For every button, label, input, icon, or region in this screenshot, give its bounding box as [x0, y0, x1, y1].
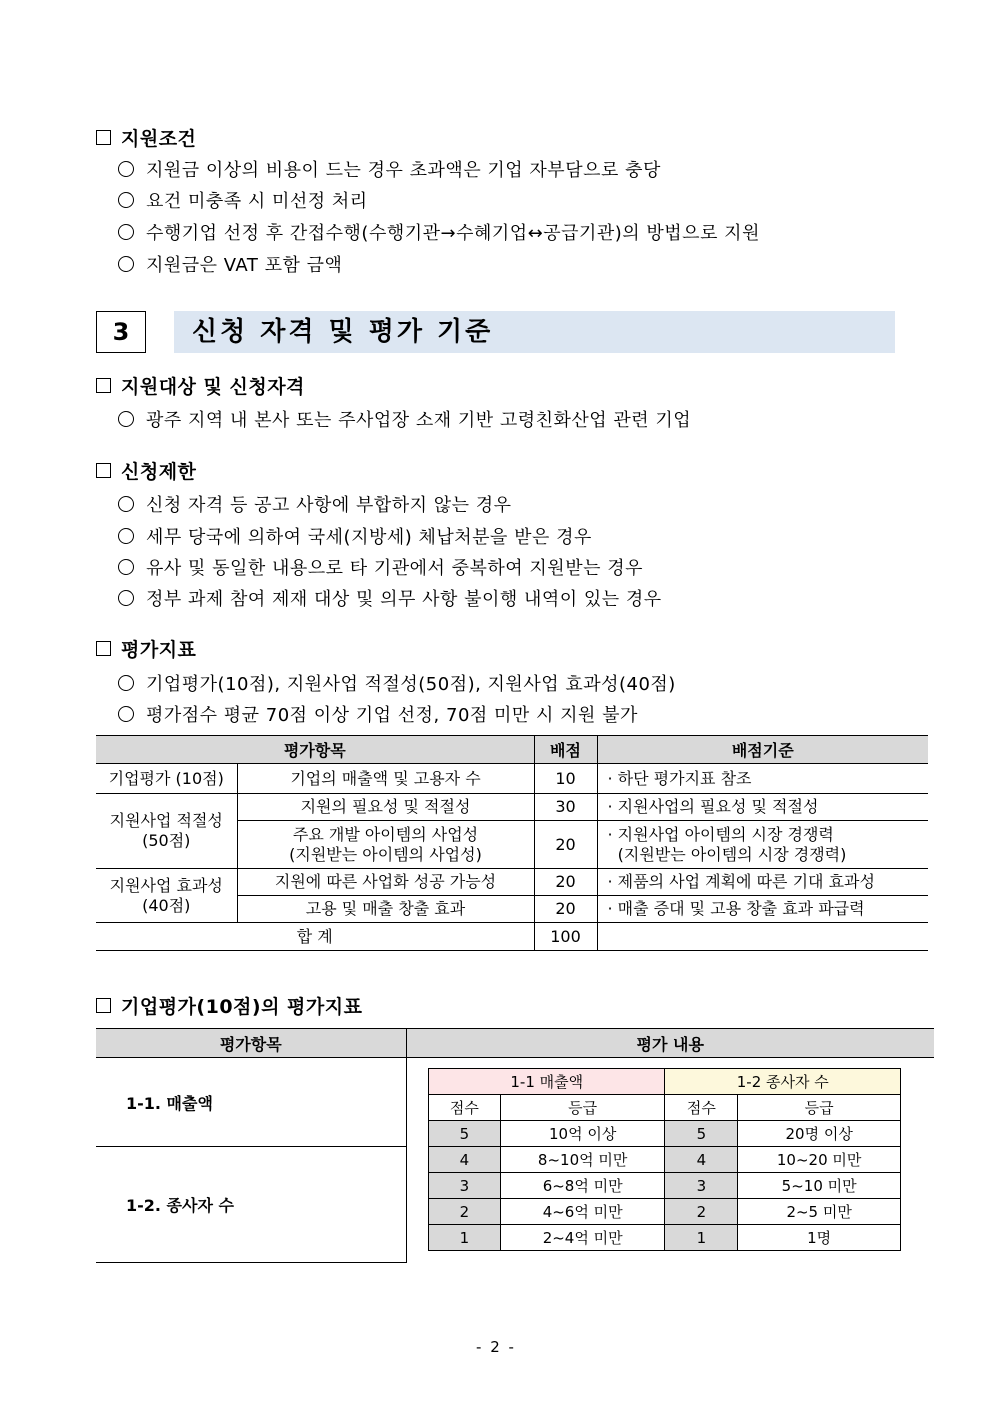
section-title: 신청 자격 및 평가 기준	[192, 317, 494, 347]
heading-corp-eval: 기업평가(10점)의 평가지표	[96, 992, 362, 1019]
table-header-row	[96, 1029, 934, 1058]
circle-bullet-icon	[118, 192, 134, 208]
table-row	[96, 764, 928, 794]
header-employees: 1-2 종사자 수	[665, 1069, 901, 1095]
circle-bullet-icon	[118, 706, 134, 722]
score-table	[428, 1068, 901, 1251]
list-item: 지원금 이상의 비용이 드는 경우 초과액은 기업 자부담으로 충당	[118, 156, 661, 182]
total-label: 합 계	[96, 923, 534, 951]
eval-score: 20	[534, 869, 597, 896]
header-grade: 등급	[500, 1095, 665, 1121]
circle-bullet-icon	[118, 161, 134, 177]
header-sales: 1-1 매출액	[429, 1069, 665, 1095]
group-label: 지원사업 효과성 (40점)	[96, 869, 237, 923]
list-item: 수행기업 선정 후 간접수행(수행기관→수혜기업↔공급기관)의 방법으로 지원	[118, 219, 760, 245]
eval-criteria: · 하단 평가지표 참조	[597, 764, 928, 794]
eval-criteria: · 매출 증대 및 고용 창출 효과 파급력	[597, 896, 928, 923]
eval-criteria: · 제품의 사업 계획에 따른 기대 효과성	[597, 869, 928, 896]
list-item: 광주 지역 내 본사 또는 주사업장 소재 기반 고령친화산업 관련 기업	[118, 406, 691, 432]
sales-score: 2	[429, 1199, 501, 1225]
square-bullet-icon	[96, 130, 111, 145]
label-employees: 1-2. 종사자 수	[96, 1147, 406, 1263]
circle-bullet-icon	[118, 559, 134, 575]
label-sales: 1-1. 매출액	[96, 1058, 406, 1147]
table-row	[429, 1173, 901, 1199]
sales-score: 5	[429, 1121, 501, 1147]
list-item: 기업평가(10점), 지원사업 적절성(50점), 지원사업 효과성(40점)	[118, 670, 676, 696]
total-score: 100	[534, 923, 597, 951]
header-score: 점수	[665, 1095, 738, 1121]
evaluation-table	[96, 735, 928, 951]
eval-item: 지원에 따른 사업화 성공 가능성	[237, 869, 534, 896]
employee-score: 1	[665, 1225, 738, 1251]
eval-criteria: · 지원사업 아이템의 시장 경쟁력 (지원받는 아이템의 시장 경쟁력)	[597, 821, 928, 869]
heading-support-conditions: 지원조건	[96, 124, 196, 151]
circle-bullet-icon	[118, 496, 134, 512]
sales-grade: 6~8억 미만	[500, 1173, 665, 1199]
eval-score: 30	[534, 794, 597, 821]
eval-item: 기업의 매출액 및 고용자 수	[237, 764, 534, 794]
header-eval-content: 평가 내용	[406, 1029, 934, 1058]
circle-bullet-icon	[118, 528, 134, 544]
eval-item: 고용 및 매출 창출 효과	[237, 896, 534, 923]
eval-item: 지원의 필요성 및 적절성	[237, 794, 534, 821]
table-header-row	[96, 736, 928, 764]
employee-score: 5	[665, 1121, 738, 1147]
group-label: 지원사업 적절성 (50점)	[96, 794, 237, 869]
header-criteria: 배점기준	[597, 736, 928, 764]
heading-restrictions: 신청제한	[96, 457, 196, 484]
employee-grade: 10~20 미만	[738, 1147, 901, 1173]
list-item: 지원금은 VAT 포함 금액	[118, 251, 342, 277]
table-row	[429, 1147, 901, 1173]
square-bullet-icon	[96, 378, 111, 393]
table-row	[96, 869, 928, 896]
header-eval-item: 평가항목	[96, 1029, 406, 1058]
sales-grade: 2~4억 미만	[500, 1225, 665, 1251]
list-item: 요건 미충족 시 미선정 처리	[118, 187, 368, 213]
list-item: 평가점수 평균 70점 이상 기업 선정, 70점 미만 시 지원 불가	[118, 701, 638, 727]
eval-score: 20	[534, 821, 597, 869]
sales-score: 4	[429, 1147, 501, 1173]
employee-score: 2	[665, 1199, 738, 1225]
table-row	[96, 794, 928, 821]
heading-indicators: 평가지표	[96, 635, 196, 662]
header-eval-item: 평가항목	[96, 736, 534, 764]
square-bullet-icon	[96, 641, 111, 656]
page-number: - 2 -	[476, 1338, 516, 1356]
header-score: 배점	[534, 736, 597, 764]
sales-grade: 8~10억 미만	[500, 1147, 665, 1173]
eval-score: 10	[534, 764, 597, 794]
list-item: 유사 및 동일한 내용으로 타 기관에서 중복하여 지원받는 경우	[118, 554, 643, 580]
eval-criteria: · 지원사업의 필요성 및 적절성	[597, 794, 928, 821]
employee-grade: 5~10 미만	[738, 1173, 901, 1199]
list-item: 정부 과제 참여 제재 대상 및 의무 사항 불이행 내역이 있는 경우	[118, 585, 662, 611]
header-score: 점수	[429, 1095, 501, 1121]
circle-bullet-icon	[118, 256, 134, 272]
sales-grade: 10억 이상	[500, 1121, 665, 1147]
employee-grade: 2~5 미만	[738, 1199, 901, 1225]
table-row	[429, 1199, 901, 1225]
sales-grade: 4~6억 미만	[500, 1199, 665, 1225]
list-item: 신청 자격 등 공고 사항에 부합하지 않는 경우	[118, 491, 512, 517]
table-header-row	[429, 1069, 901, 1095]
table-row	[429, 1225, 901, 1251]
list-item: 세무 당국에 의하여 국세(지방세) 체납처분을 받은 경우	[118, 523, 592, 549]
heading-eligibility: 지원대상 및 신청자격	[96, 372, 305, 399]
circle-bullet-icon	[118, 590, 134, 606]
square-bullet-icon	[96, 463, 111, 478]
employee-grade: 20명 이상	[738, 1121, 901, 1147]
eval-item: 주요 개발 아이템의 사업성 (지원받는 아이템의 사업성)	[237, 821, 534, 869]
circle-bullet-icon	[118, 675, 134, 691]
sales-score: 3	[429, 1173, 501, 1199]
section-number: 3	[96, 311, 146, 353]
total-row	[96, 923, 928, 951]
employee-grade: 1명	[738, 1225, 901, 1251]
circle-bullet-icon	[118, 224, 134, 240]
total-criteria-empty	[597, 923, 928, 951]
sales-score: 1	[429, 1225, 501, 1251]
header-grade: 등급	[738, 1095, 901, 1121]
group-label: 기업평가 (10점)	[96, 764, 237, 794]
eval-score: 20	[534, 896, 597, 923]
table-header-row	[429, 1095, 901, 1121]
square-bullet-icon	[96, 998, 111, 1013]
employee-score: 4	[665, 1147, 738, 1173]
table-row	[429, 1121, 901, 1147]
employee-score: 3	[665, 1173, 738, 1199]
circle-bullet-icon	[118, 411, 134, 427]
